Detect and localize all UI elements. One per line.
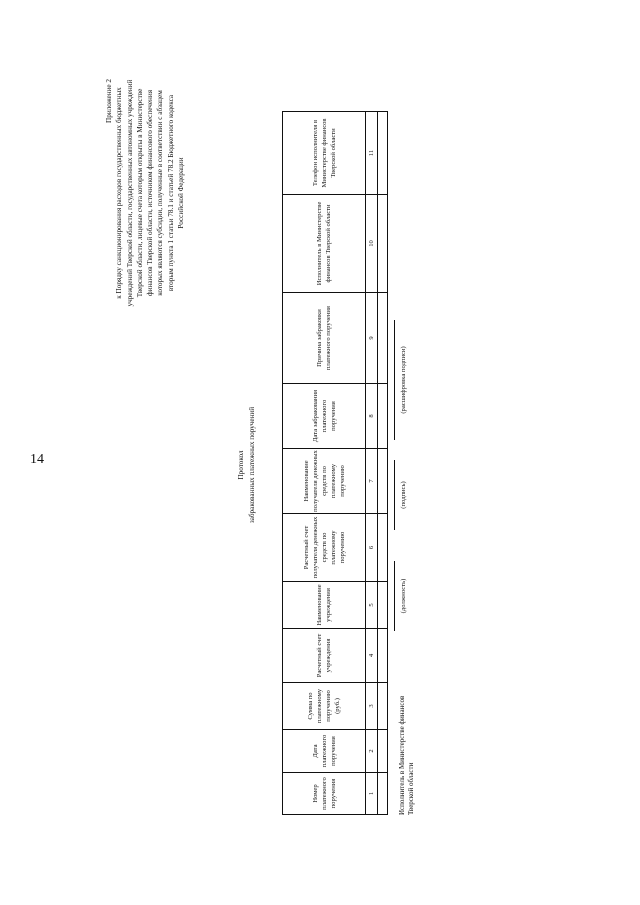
column-number: 4 bbox=[366, 629, 378, 683]
column-number: 3 bbox=[366, 683, 378, 730]
header-cell: Наименование учреждения bbox=[283, 582, 366, 629]
empty-cell bbox=[378, 629, 388, 683]
header-cell: Расчетный счет получателя денежных средств по платежному поручению bbox=[283, 514, 366, 582]
signature-caption: (подпись) bbox=[400, 481, 407, 509]
header-cell: Телефон исполнителя в Министерстве финансов Тверской области bbox=[283, 112, 366, 195]
header-cell: Причина забраковки платежного поручения bbox=[283, 293, 366, 384]
column-number: 6 bbox=[366, 514, 378, 582]
header-cell: Исполнитель в Министерстве финансов Тверской области bbox=[283, 195, 366, 293]
annex-block bbox=[104, 79, 186, 307]
annex-text: к Порядку санкционирования расходов государственных бюджетных учреждений Тверской области, государственных автономных учреждений Тверской области, лицевые счета которым открыты в Министерстве финансов Тверской области, источником финансового обеспечения которых являются субсидии, полученные в соответствии с абзацем вторым пункта 1 статьи 78.1 и статьей 78.2 Бюджетного кодекса Российской Федерации bbox=[115, 79, 186, 307]
empty-cell bbox=[378, 730, 388, 773]
header-row bbox=[283, 112, 366, 815]
decoding-line bbox=[394, 320, 395, 440]
executor-line-2: Тверской области bbox=[407, 762, 415, 815]
empty-cell bbox=[378, 773, 388, 815]
empty-row bbox=[378, 112, 388, 815]
column-number: 8 bbox=[366, 384, 378, 449]
empty-cell bbox=[378, 384, 388, 449]
signature-line bbox=[394, 460, 395, 530]
title-line-1: Протокол bbox=[237, 450, 245, 480]
executor-block bbox=[398, 696, 416, 815]
protocol-table bbox=[282, 111, 388, 815]
empty-cell bbox=[378, 195, 388, 293]
column-number: 9 bbox=[366, 293, 378, 384]
empty-cell bbox=[378, 514, 388, 582]
column-number: 7 bbox=[366, 449, 378, 514]
position-line bbox=[394, 561, 395, 631]
column-number: 11 bbox=[366, 112, 378, 195]
empty-cell bbox=[378, 683, 388, 730]
empty-cell bbox=[378, 293, 388, 384]
empty-cell bbox=[378, 449, 388, 514]
column-number: 1 bbox=[366, 773, 378, 815]
header-cell: Сумма по платежному поручению (руб.) bbox=[283, 683, 366, 730]
header-cell: Дата забракования платежного поручения bbox=[283, 384, 366, 449]
header-cell: Наименование получателя денежных средств по платежному поручению bbox=[283, 449, 366, 514]
header-cell: Дата платежного поручения bbox=[283, 730, 366, 773]
annex-heading: Приложение 2 bbox=[105, 79, 113, 123]
document-title bbox=[236, 325, 257, 605]
column-number: 2 bbox=[366, 730, 378, 773]
column-number: 5 bbox=[366, 582, 378, 629]
column-number: 10 bbox=[366, 195, 378, 293]
header-cell: Номер платежного поручения bbox=[283, 773, 366, 815]
column-number-row bbox=[366, 112, 378, 815]
empty-cell bbox=[378, 112, 388, 195]
page-number: 14 bbox=[30, 452, 44, 467]
header-cell: Расчетный счет учреждения bbox=[283, 629, 366, 683]
position-caption: (должность) bbox=[400, 578, 407, 614]
title-line-2: забракованных платежных поручений bbox=[247, 406, 256, 524]
decoding-caption: (расшифровка подписи) bbox=[400, 346, 407, 414]
executor-line-1: Исполнитель в Министерстве финансов bbox=[398, 695, 406, 815]
empty-cell bbox=[378, 582, 388, 629]
